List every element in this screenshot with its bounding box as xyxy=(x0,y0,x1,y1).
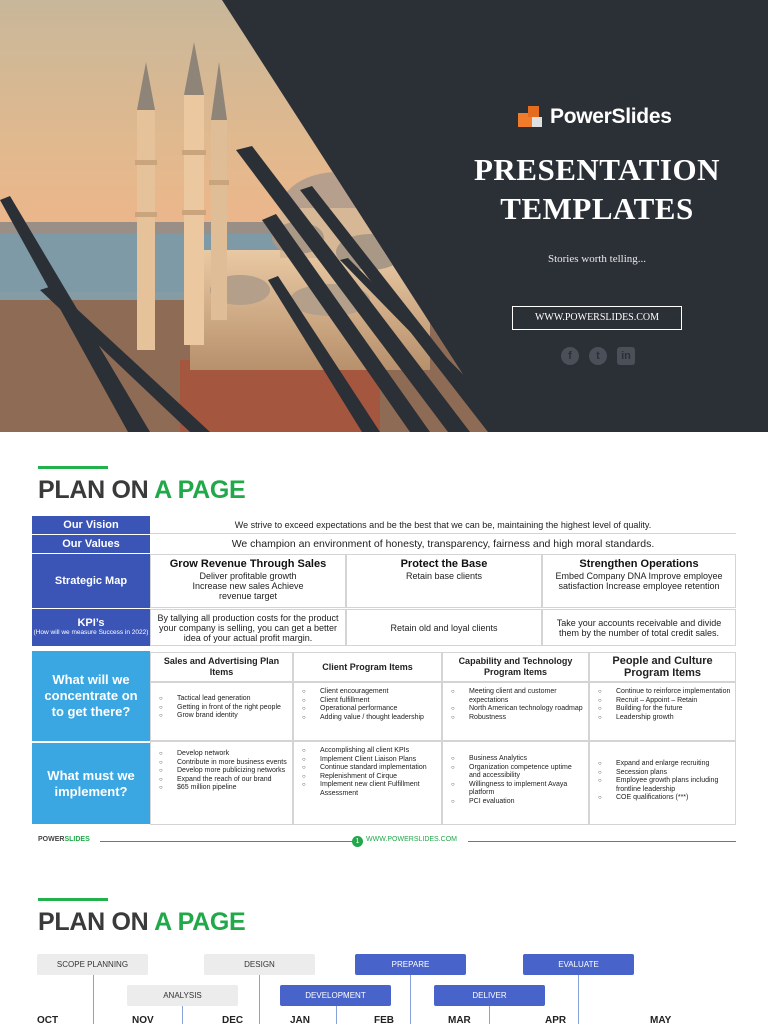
concentrate-question: What will we concentrate on to get there? xyxy=(32,651,150,741)
implement-question: What must we implement? xyxy=(32,743,150,824)
kpi-item: By tallying all production costs for the product your company is selling, you can get a better idea of your actual profit margin. xyxy=(150,609,346,646)
list-item: ○ North American technology roadmap xyxy=(449,705,584,714)
timeline-connector xyxy=(259,975,260,1024)
column-header: Client Program Items xyxy=(293,652,442,682)
implement-list-client xyxy=(293,741,442,825)
column-header: People and Culture Program Items xyxy=(589,652,736,682)
slide1-title xyxy=(38,476,245,505)
slide1-footer xyxy=(38,836,736,846)
strategy-sub: Retain base clients xyxy=(405,571,483,581)
hero-title xyxy=(440,150,754,228)
list-item: ○ Building for the future xyxy=(596,705,731,714)
list-item: ○ Contribute in more business events xyxy=(157,759,288,768)
strategy-head: Grow Revenue Through Sales xyxy=(169,558,327,570)
slide2-title-main: PLAN ON xyxy=(38,908,155,936)
list-item: ○ Continue to reinforce implementation xyxy=(596,688,731,697)
slide1-accent-bar xyxy=(38,466,108,469)
list-item: ○ Expand the reach of our brand xyxy=(157,776,288,785)
column-header: Capability and Technology Program Items xyxy=(442,652,589,682)
list-item: ○ Grow brand identity xyxy=(157,712,288,721)
vision-text: We strive to exceed expectations and be the best that we can be, maintaining the highest level of quality. xyxy=(150,516,736,534)
list-item: ○ Secession plans xyxy=(596,769,731,778)
phase-scope-planning: SCOPE PLANNING xyxy=(37,954,148,975)
brand-name: PowerSlides xyxy=(550,105,672,128)
hero-tagline: Stories worth telling... xyxy=(547,253,647,265)
list-item: ○ PCI evaluation xyxy=(449,798,584,807)
timeline-connector xyxy=(336,1006,337,1024)
list-item: ○ Develop network xyxy=(157,750,288,759)
list-item: ○ Business Analytics xyxy=(449,755,584,764)
phase-analysis: ANALYSIS xyxy=(127,985,238,1006)
phase-prepare: PREPARE xyxy=(355,954,466,975)
strategy-head: Protect the Base xyxy=(400,558,488,570)
website-link-button[interactable]: WWW.POWERSLIDES.COM xyxy=(512,306,682,330)
strategy-head: Strengthen Operations xyxy=(579,558,699,570)
phase-development: DEVELOPMENT xyxy=(280,985,391,1006)
twitter-icon[interactable]: t xyxy=(589,347,607,365)
strategy-strengthen-operations xyxy=(542,554,736,608)
strategic-map-row xyxy=(32,554,736,608)
strategy-sub: Embed Company DNA Improve employee satisfaction Increase employee retention xyxy=(555,571,723,591)
kpi-item: Retain old and loyal clients xyxy=(346,609,542,646)
concentrate-list-sales xyxy=(150,682,293,741)
strategy-sub: Deliver profitable growth Increase new sales Achieve revenue target xyxy=(192,571,304,601)
list-item: ○ Leadership growth xyxy=(596,714,731,723)
vision-row xyxy=(32,516,736,534)
phase-evaluate: EVALUATE xyxy=(523,954,634,975)
list-item: ○ Getting in front of the right people xyxy=(157,704,288,713)
concentrate-list-people xyxy=(589,682,736,741)
month-label: NOV xyxy=(132,1015,154,1026)
column-header: Sales and Advertising Plan Items xyxy=(150,652,293,682)
list-item: ○ COE qualifications (***) xyxy=(596,794,731,803)
month-label: FEB xyxy=(374,1015,394,1026)
list-item: ○ Develop more publicizing networks xyxy=(157,767,288,776)
list-item: ○ Expand and enlarge recruiting xyxy=(596,760,731,769)
concentrate-list-client xyxy=(293,682,442,741)
slide1-title-highlight: A PAGE xyxy=(154,476,246,504)
brand-logo xyxy=(518,104,672,130)
implement-list-sales xyxy=(150,741,293,825)
list-item: ○ Robustness xyxy=(449,714,584,723)
month-label: MAY xyxy=(650,1015,672,1026)
kpi-row xyxy=(32,609,736,646)
month-label: OCT xyxy=(37,1015,59,1026)
kpi-label-text: KPI’s xyxy=(77,616,105,629)
list-item: ○ Client encouragement xyxy=(300,688,437,697)
list-item: ○ Operational performance xyxy=(300,705,437,714)
footer-brand-a: POWER xyxy=(38,836,65,843)
footer-brand xyxy=(38,836,90,843)
phase-design: DESIGN xyxy=(204,954,315,975)
month-label: MAR xyxy=(448,1015,471,1026)
list-item: ○ $65 million pipeline xyxy=(157,784,288,793)
logo-icon xyxy=(518,104,544,130)
list-item: ○ Employee growth plans including frontline leadership xyxy=(596,777,731,794)
slide2-title-highlight: A PAGE xyxy=(154,908,246,936)
timeline-connector xyxy=(489,1006,490,1024)
footer-line-left xyxy=(100,841,360,842)
footer-brand-b: SLIDES xyxy=(64,836,90,843)
slide2-title xyxy=(38,908,245,937)
phase-deliver: DELIVER xyxy=(434,985,545,1006)
list-item: ○ Replenishment of Cirque xyxy=(300,773,437,782)
concentrate-list-technology xyxy=(442,682,589,741)
list-item: ○ Accomplishing all client KPIs xyxy=(300,747,437,756)
page-number-badge: 1 xyxy=(352,836,363,847)
list-item: ○ Willingness to implement Avaya platform xyxy=(449,781,584,798)
slide2-accent-bar xyxy=(38,898,108,901)
linkedin-icon[interactable]: in xyxy=(617,347,635,365)
list-item: ○ Organization competence uptime and accessibility xyxy=(449,764,584,781)
values-row xyxy=(32,535,736,553)
hero-title-line2: TEMPLATES xyxy=(500,191,694,226)
implement-list-people xyxy=(589,741,736,825)
list-item: ○ Recruit – Appoint – Retain xyxy=(596,697,731,706)
strategic-map-label: Strategic Map xyxy=(32,554,150,608)
timeline-connector xyxy=(93,975,94,1024)
hero-banner xyxy=(0,0,768,432)
strategy-grow-revenue xyxy=(150,554,346,608)
facebook-icon[interactable]: f xyxy=(561,347,579,365)
list-item: ○ Implement Client Liaison Plans xyxy=(300,756,437,765)
list-item: ○ Continue standard implementation xyxy=(300,764,437,773)
vision-label: Our Vision xyxy=(32,516,150,534)
list-item: ○ Adding value / thought leadership xyxy=(300,714,437,723)
kpi-label-note: (How will we measure Success in 2022) xyxy=(33,628,149,636)
strategy-protect-base xyxy=(346,554,542,608)
timeline-connector xyxy=(182,1006,183,1024)
month-label: JAN xyxy=(290,1015,311,1026)
footer-line-right xyxy=(468,841,736,842)
list-item: ○ Tactical lead generation xyxy=(157,695,288,704)
implement-list-technology xyxy=(442,741,589,825)
footer-url[interactable]: WWW.POWERSLIDES.COM xyxy=(366,836,457,843)
timeline-connector xyxy=(410,975,411,1024)
list-item: ○ Implement new client Fulfillment Assessment xyxy=(300,781,437,798)
list-item: ○ Client fulfillment xyxy=(300,697,437,706)
month-label: DEC xyxy=(222,1015,244,1026)
values-label: Our Values xyxy=(32,535,150,553)
month-label: APR xyxy=(545,1015,567,1026)
list-item: ○ Meeting client and customer expectations xyxy=(449,688,584,705)
timeline-connector xyxy=(578,975,579,1024)
kpi-label xyxy=(32,609,150,646)
hero-title-line1: PRESENTATION xyxy=(473,152,720,187)
kpi-item: Take your accounts receivable and divide them by the number of total credit sales. xyxy=(542,609,736,646)
values-text: We champion an environment of honesty, transparency, fairness and high moral standards. xyxy=(231,538,655,550)
slide1-title-main: PLAN ON xyxy=(38,476,155,504)
